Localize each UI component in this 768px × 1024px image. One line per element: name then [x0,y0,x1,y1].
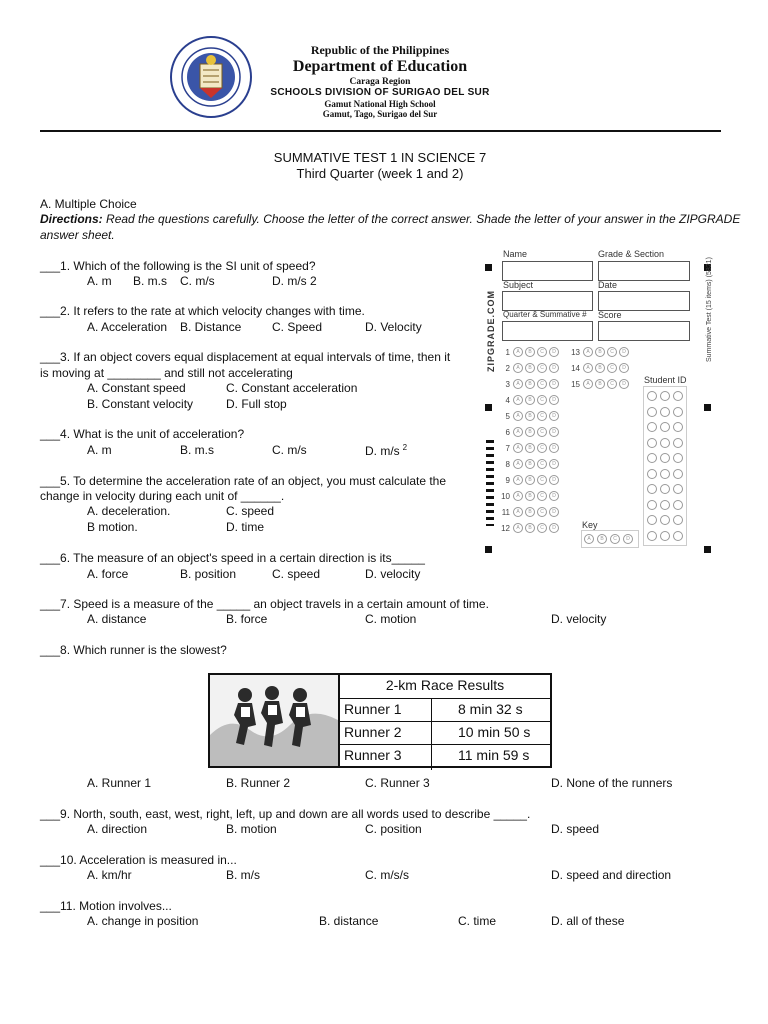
q3-option-b[interactable]: B. Constant velocity [87,397,194,411]
student-id-bubble[interactable] [660,407,670,417]
answer-bubble[interactable]: D [549,507,559,517]
q4-stem: ___4. What is the unit of acceleration? [40,427,245,441]
answer-bubble[interactable]: B [525,347,535,357]
sheet-item-number: 9 [505,476,510,485]
race-runner-2: Runner 2 [344,724,402,740]
q3-option-c[interactable]: C. Constant acceleration [226,381,358,395]
answer-bubble[interactable]: A [513,443,523,453]
answer-bubble[interactable]: B [525,395,535,405]
q9-option-b[interactable]: B. motion [226,822,277,836]
answer-bubble[interactable]: D [549,347,559,357]
answer-bubble[interactable]: B [595,379,605,389]
header-address: Gamut, Tago, Surigao del Sur [322,109,438,119]
q1-option-a[interactable]: A. m [87,274,112,288]
q7-option-a[interactable]: A. distance [87,612,147,626]
answer-bubble[interactable]: A [513,395,523,405]
q8-option-b[interactable]: B. Runner 2 [226,776,291,790]
race-time-1: 8 min 32 s [458,701,523,717]
student-id-bubble[interactable] [660,422,670,432]
q6-stem: ___6. The measure of an object's speed in a certain direction is its_____ [40,551,425,565]
answer-bubble[interactable]: D [549,523,559,533]
answer-bubble[interactable]: A [513,523,523,533]
answer-bubble[interactable]: C [537,347,547,357]
answer-bubble[interactable]: D [549,411,559,421]
q6-option-b[interactable]: B. position [180,567,237,581]
q11-option-d[interactable]: D. all of these [551,914,625,928]
header-department: Department of Education [292,58,468,75]
student-id-bubble[interactable] [647,438,657,448]
answer-bubble[interactable]: C [537,443,547,453]
race-table-title: 2-km Race Results [385,677,505,693]
q4-exponent: 2 [402,443,408,452]
zipgrade-brand: ZIPGRADE.COM [486,289,496,372]
student-id-bubble[interactable] [660,500,670,510]
race-runner-3: Runner 3 [344,747,402,763]
sheet-quarter-label: Quarter & Summative # [503,310,587,319]
header-divider [40,130,721,132]
q4-option-d-text: D. m/s [365,444,400,458]
answer-bubble[interactable]: C [607,363,617,373]
q2-option-d[interactable]: D. Velocity [365,320,422,334]
student-id-bubble[interactable] [660,515,670,525]
sheet-item-number: 2 [505,364,510,373]
answer-bubble[interactable]: C [537,475,547,485]
q3-option-d[interactable]: D. Full stop [226,397,287,411]
sheet-grade-field[interactable] [598,261,690,281]
q5-option-d[interactable]: D. time [226,520,265,534]
q1-stem: ___1. Which of the following is the SI unit of speed? [40,259,316,273]
answer-bubble[interactable]: C [537,411,547,421]
answer-bubble[interactable]: B [525,363,535,373]
q4-option-a[interactable]: A. m [87,443,112,457]
answer-bubble[interactable]: D [549,427,559,437]
answer-bubble[interactable]: C [537,363,547,373]
q4-option-b[interactable]: B. m.s [180,443,215,457]
student-id-bubble[interactable] [660,391,670,401]
answer-bubble[interactable]: B [525,427,535,437]
q4-option-c[interactable]: C. m/s [272,443,307,457]
student-id-bubble[interactable] [647,407,657,417]
q2-option-a[interactable]: A. Acceleration [87,320,168,334]
sheet-side-label: Summative Test (15 items) (5821) [706,257,713,362]
student-id-bubble[interactable] [647,500,657,510]
barcode-strip [486,440,494,526]
answer-bubble[interactable]: A [513,363,523,373]
student-id-bubble[interactable] [660,453,670,463]
q9-option-a[interactable]: A. direction [87,822,148,836]
q6-option-d[interactable]: D. velocity [365,567,421,581]
sheet-item-number: 10 [501,492,510,501]
race-results-table [340,673,552,768]
table-divider [340,721,550,722]
answer-bubble[interactable]: A [513,491,523,501]
key-bubble[interactable]: B [597,534,607,544]
sheet-date-field[interactable] [598,291,690,311]
student-id-bubble[interactable] [660,469,670,479]
zipgrade-answer-sheet [480,244,736,568]
sheet-item-number: 11 [501,508,510,517]
header-division: SCHOOLS DIVISION OF SURIGAO DEL SUR [270,87,490,98]
answer-bubble[interactable]: C [537,427,547,437]
directions-line1 [40,212,740,226]
registration-mark [485,546,492,553]
q10-option-d[interactable]: D. speed and direction [551,868,672,882]
header-school: Gamut National High School [324,99,436,109]
q3-stem: ___3. If an object covers equal displacement at equal intervals of time, then it [40,350,451,364]
sheet-subject-field[interactable] [502,291,593,311]
student-id-bubble[interactable] [673,391,683,401]
answer-bubble[interactable]: C [607,379,617,389]
q2-option-b[interactable]: B. Distance [180,320,242,334]
sheet-item-number: 15 [571,380,580,389]
q11-option-b[interactable]: B. distance [319,914,379,928]
header-region: Caraga Region [349,77,411,87]
answer-bubble[interactable]: D [619,347,629,357]
student-id-bubble[interactable] [673,422,683,432]
sheet-item-number: 7 [505,444,510,453]
table-divider [431,698,432,770]
q9-option-c[interactable]: C. position [365,822,422,836]
registration-mark [704,404,711,411]
student-id-bubble[interactable] [647,469,657,479]
q8-option-c[interactable]: C. Runner 3 [365,776,430,790]
student-id-bubble[interactable] [647,531,657,541]
answer-bubble[interactable]: D [549,459,559,469]
answer-bubble[interactable]: A [513,347,523,357]
answer-bubble[interactable]: D [549,395,559,405]
sheet-item-number: 12 [501,524,510,533]
answer-bubble[interactable]: B [525,491,535,501]
student-id-bubble[interactable] [660,484,670,494]
answer-bubble[interactable]: C [537,491,547,501]
student-id-bubble[interactable] [673,484,683,494]
q5-stem-cont: change in velocity during each unit of ______. [40,489,285,503]
q3-stem-cont: is moving at ________ and still not accelerating [40,366,293,380]
q1-option-c[interactable]: C. m/s [180,274,215,288]
sheet-item-number: 1 [505,348,510,357]
table-divider [340,698,550,699]
sheet-score-field[interactable] [598,321,690,341]
q7-stem: ___7. Speed is a measure of the _____ an object travels in a certain amount of time. [40,597,489,611]
answer-bubble[interactable]: B [525,379,535,389]
sheet-item-number: 14 [571,364,580,373]
student-id-bubble[interactable] [673,453,683,463]
q4-option-d[interactable] [365,443,407,458]
answer-bubble[interactable]: D [549,379,559,389]
sheet-item-number: 4 [505,396,510,405]
key-bubble[interactable]: C [610,534,620,544]
key-bubble[interactable]: D [623,534,633,544]
answer-bubble[interactable]: D [619,363,629,373]
answer-bubble[interactable]: A [583,363,593,373]
answer-bubble[interactable]: C [537,507,547,517]
answer-bubble[interactable]: D [549,443,559,453]
student-id-bubble[interactable] [660,438,670,448]
test-subtitle: Third Quarter (week 1 and 2) [296,166,464,181]
q11-stem: ___11. Motion involves... [40,899,172,913]
q10-stem: ___10. Acceleration is measured in... [40,853,237,867]
sheet-score-label: Score [598,310,622,320]
student-id-bubble[interactable] [673,438,683,448]
answer-bubble[interactable]: B [525,411,535,421]
q9-option-d[interactable]: D. speed [551,822,600,836]
sheet-grade-label: Grade & Section [598,249,665,259]
sheet-quarter-field[interactable] [502,321,593,341]
race-time-3: 11 min 59 s [458,747,530,763]
q11-option-a[interactable]: A. change in position [87,914,199,928]
q2-stem: ___2. It refers to the rate at which velocity changes with time. [40,304,365,318]
student-id-label: Student ID [644,375,687,385]
answer-bubble[interactable]: B [595,347,605,357]
student-id-bubble[interactable] [647,515,657,525]
q10-option-a[interactable]: A. km/hr [87,868,132,882]
sheet-name-label: Name [503,249,528,259]
student-id-bubble[interactable] [673,500,683,510]
answer-bubble[interactable]: B [525,475,535,485]
q1-option-b[interactable]: B. m.s [133,274,168,288]
answer-bubble[interactable]: D [549,491,559,501]
sheet-item-number: 3 [505,380,510,389]
race-runner-1: Runner 1 [344,701,402,717]
answer-bubble[interactable]: B [525,507,535,517]
student-id-bubble[interactable] [673,469,683,479]
q7-option-b[interactable]: B. force [226,612,268,626]
answer-bubble[interactable]: C [607,347,617,357]
q5-option-a[interactable]: A. deceleration. [87,504,171,518]
answer-bubble[interactable]: C [537,459,547,469]
answer-bubble[interactable]: A [513,379,523,389]
student-id-bubble[interactable] [673,407,683,417]
key-bubble[interactable]: A [584,534,594,544]
answer-bubble[interactable]: B [525,459,535,469]
answer-bubble[interactable]: A [513,459,523,469]
q10-option-c[interactable]: C. m/s/s [365,868,409,882]
section-heading: A. Multiple Choice [40,197,137,211]
q3-option-a[interactable]: A. Constant speed [87,381,186,395]
student-id-bubble[interactable] [647,391,657,401]
answer-bubble[interactable]: A [513,507,523,517]
answer-bubble[interactable]: A [513,411,523,421]
q10-option-b[interactable]: B. m/s [226,868,261,882]
q9-stem: ___9. North, south, east, west, right, left, up and down are all words used to describe _____. [40,807,531,821]
sheet-item-number: 5 [505,412,510,421]
q5-stem: ___5. To determine the acceleration rate of an object, you must calculate the [40,474,447,488]
answer-bubble[interactable]: A [513,427,523,437]
answer-bubble[interactable]: B [525,523,535,533]
sheet-date-label: Date [598,280,618,290]
q8-option-d[interactable]: D. None of the runners [551,776,673,790]
sheet-name-field[interactable] [502,261,593,281]
registration-mark [485,264,492,271]
q8-option-a[interactable]: A. Runner 1 [87,776,152,790]
q11-option-c[interactable]: C. time [458,914,497,928]
q8-stem: ___8. Which runner is the slowest? [40,643,227,657]
table-divider [340,744,550,745]
q5-option-c[interactable]: C. speed [226,504,275,518]
student-id-bubble[interactable] [647,453,657,463]
answer-bubble[interactable]: B [595,363,605,373]
q6-option-a[interactable]: A. force [87,567,129,581]
test-title: SUMMATIVE TEST 1 IN SCIENCE 7 [273,150,487,165]
registration-mark [704,546,711,553]
sheet-item-number: 6 [505,428,510,437]
sheet-subject-label: Subject [503,280,534,290]
race-time-2: 10 min 50 s [458,724,531,740]
header-republic: Republic of the Philippines [310,43,450,57]
answer-bubble[interactable]: D [619,379,629,389]
student-id-bubble[interactable] [660,531,670,541]
q2-option-c[interactable]: C. Speed [272,320,323,334]
directions-line2: answer sheet. [40,228,115,242]
key-label: Key [582,520,598,530]
q5-option-b[interactable]: B motion. [87,520,138,534]
answer-bubble[interactable]: D [549,475,559,485]
directions-label: Directions: [40,212,103,226]
runners-illustration [208,673,340,768]
student-id-bubble[interactable] [647,422,657,432]
answer-bubble[interactable]: C [537,379,547,389]
answer-bubble[interactable]: A [583,379,593,389]
answer-bubble[interactable]: A [583,347,593,357]
q6-option-c[interactable]: C. speed [272,567,321,581]
student-id-bubble[interactable] [647,484,657,494]
answer-bubble[interactable]: B [525,443,535,453]
student-id-grid [643,386,687,546]
answer-bubble[interactable]: C [537,523,547,533]
directions-text: Read the questions carefully. Choose the letter of the correct answer. Shade the letter of your answer in the ZIPGRADE [102,212,741,226]
sheet-item-number: 13 [571,348,580,357]
q7-option-c[interactable]: C. motion [365,612,417,626]
student-id-bubble[interactable] [673,515,683,525]
q1-option-d[interactable]: D. m/s 2 [272,274,317,288]
answer-bubble[interactable]: A [513,475,523,485]
sheet-item-number: 8 [505,460,510,469]
registration-mark [485,404,492,411]
student-id-bubble[interactable] [673,531,683,541]
answer-bubble[interactable]: D [549,363,559,373]
answer-bubble[interactable]: C [537,395,547,405]
q7-option-d[interactable]: D. velocity [551,612,607,626]
